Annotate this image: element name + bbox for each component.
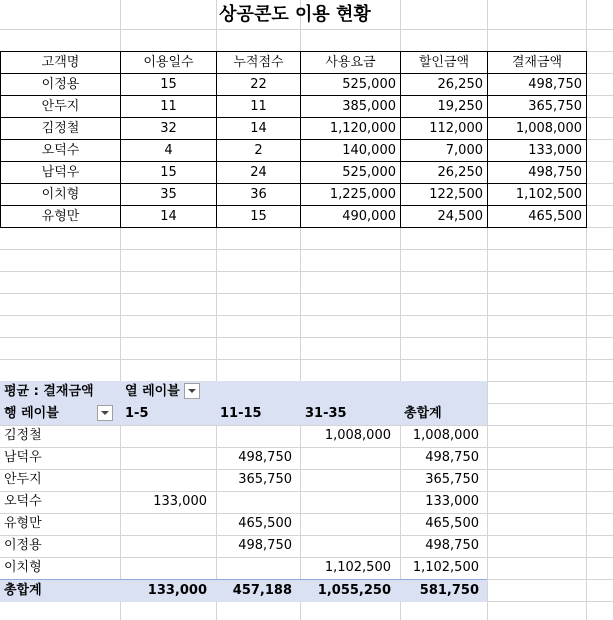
- table-cell[interactable]: 15: [217, 206, 301, 228]
- table-cell[interactable]: 32: [121, 118, 217, 140]
- table-row: [1, 140, 587, 162]
- customer-name-cell[interactable]: 유형만: [1, 206, 121, 228]
- pivot-total-cell[interactable]: 1,055,250: [317, 583, 391, 598]
- table-cell[interactable]: 122,500: [401, 184, 488, 206]
- pivot-cell[interactable]: [300, 447, 391, 469]
- table-row: [1, 162, 587, 184]
- pivot-row-name[interactable]: 이정용: [4, 538, 42, 553]
- table-cell[interactable]: 15: [121, 162, 217, 184]
- pivot-col-label[interactable]: [125, 381, 200, 403]
- table-cell[interactable]: 14: [217, 118, 301, 140]
- pivot-cell[interactable]: 1,008,000: [412, 428, 479, 443]
- pivot-cell[interactable]: [216, 425, 292, 447]
- gridline: [0, 249, 613, 250]
- pivot-cell[interactable]: 498,750: [425, 538, 479, 553]
- pivot-cell[interactable]: [300, 535, 391, 557]
- table-cell[interactable]: 26,250: [401, 74, 488, 96]
- pivot-cell[interactable]: [121, 535, 207, 557]
- customer-name-cell[interactable]: 이치형: [1, 184, 121, 206]
- pivot-cell[interactable]: 133,000: [153, 494, 207, 509]
- pivot-row-name[interactable]: 안두지: [4, 472, 42, 487]
- pivot-row-name[interactable]: 오덕수: [4, 494, 42, 509]
- pivot-cell[interactable]: [216, 491, 292, 513]
- filter-dropdown-icon[interactable]: [184, 383, 200, 399]
- pivot-col-header[interactable]: 1-5: [125, 406, 149, 421]
- table-cell[interactable]: 140,000: [301, 140, 401, 162]
- pivot-total-label[interactable]: 총합계: [4, 583, 42, 598]
- header-cell[interactable]: 사용요금: [301, 52, 401, 74]
- table-cell[interactable]: 490,000: [301, 206, 401, 228]
- table-cell[interactable]: 498,750: [488, 162, 587, 184]
- pivot-cell[interactable]: [216, 557, 292, 579]
- table-cell[interactable]: 11: [217, 96, 301, 118]
- pivot-cell[interactable]: 133,000: [425, 494, 479, 509]
- table-cell[interactable]: 4: [121, 140, 217, 162]
- pivot-cell[interactable]: 498,750: [238, 538, 292, 553]
- table-cell[interactable]: 1,120,000: [301, 118, 401, 140]
- gridline: [0, 29, 613, 30]
- header-cell[interactable]: 누적점수: [217, 52, 301, 74]
- table-cell[interactable]: 385,000: [301, 96, 401, 118]
- pivot-cell[interactable]: [121, 425, 207, 447]
- data-table: [0, 51, 587, 228]
- table-cell[interactable]: 525,000: [301, 74, 401, 96]
- pivot-row: [0, 557, 487, 579]
- pivot-total-cell[interactable]: 133,000: [147, 583, 207, 598]
- pivot-row: [0, 447, 487, 469]
- header-cell[interactable]: 할인금액: [401, 52, 488, 74]
- table-cell[interactable]: 26,250: [401, 162, 488, 184]
- pivot-cell[interactable]: 1,008,000: [324, 428, 391, 443]
- pivot-row-name[interactable]: 유형만: [4, 516, 42, 531]
- pivot-table[interactable]: [0, 381, 487, 602]
- table-cell[interactable]: 2: [217, 140, 301, 162]
- table-cell[interactable]: 36: [217, 184, 301, 206]
- table-cell[interactable]: 112,000: [401, 118, 488, 140]
- pivot-cell[interactable]: [121, 447, 207, 469]
- table-cell[interactable]: 24: [217, 162, 301, 184]
- table-cell[interactable]: 22: [217, 74, 301, 96]
- gridline: [0, 359, 613, 360]
- pivot-row: [0, 513, 487, 535]
- table-header-row: [1, 52, 587, 74]
- table-cell[interactable]: 498,750: [488, 74, 587, 96]
- pivot-row: [0, 535, 487, 557]
- pivot-row: [0, 425, 487, 447]
- pivot-cell[interactable]: [300, 469, 391, 491]
- pivot-cell[interactable]: 365,750: [238, 472, 292, 487]
- table-row: [1, 184, 587, 206]
- sheet-title[interactable]: 상공콘도 이용 현황: [219, 4, 371, 25]
- pivot-cell[interactable]: [121, 469, 207, 491]
- table-row: [1, 96, 587, 118]
- gridline: [0, 293, 613, 294]
- pivot-cell[interactable]: 365,750: [425, 472, 479, 487]
- table-cell[interactable]: 15: [121, 74, 217, 96]
- table-cell[interactable]: 14: [121, 206, 217, 228]
- pivot-row-name[interactable]: 이치형: [4, 560, 42, 575]
- table-cell[interactable]: 7,000: [401, 140, 488, 162]
- pivot-header-row: [0, 403, 487, 425]
- pivot-row: [0, 491, 487, 513]
- pivot-col-label-text: 열 레이블: [125, 384, 180, 399]
- pivot-cell[interactable]: 498,750: [238, 450, 292, 465]
- table-cell[interactable]: 19,250: [401, 96, 488, 118]
- customer-name-cell[interactable]: 김정철: [1, 118, 121, 140]
- pivot-cell[interactable]: 1,102,500: [412, 560, 479, 575]
- table-cell[interactable]: 24,500: [401, 206, 488, 228]
- pivot-cell[interactable]: [300, 491, 391, 513]
- gridline: [0, 337, 613, 338]
- table-cell[interactable]: 1,008,000: [488, 118, 587, 140]
- pivot-cell[interactable]: 1,102,500: [324, 560, 391, 575]
- gridline: [0, 271, 613, 272]
- table-row: [1, 206, 587, 228]
- table-cell[interactable]: 365,750: [488, 96, 587, 118]
- pivot-row-name[interactable]: 남덕우: [4, 450, 42, 465]
- pivot-col-header[interactable]: 11-15: [220, 406, 262, 421]
- table-cell[interactable]: 133,000: [488, 140, 587, 162]
- customer-name-cell[interactable]: 안두지: [1, 96, 121, 118]
- filter-dropdown-icon[interactable]: [97, 405, 113, 421]
- pivot-cell[interactable]: [121, 557, 207, 579]
- customer-name-cell[interactable]: 남덕우: [1, 162, 121, 184]
- pivot-cell[interactable]: [121, 513, 207, 535]
- pivot-row-label-text: 행 레이블: [4, 406, 59, 421]
- customer-name-cell[interactable]: 이정용: [1, 74, 121, 96]
- pivot-cell[interactable]: [300, 513, 391, 535]
- pivot-col-header[interactable]: 총합계: [404, 406, 442, 421]
- header-cell[interactable]: 결재금액: [488, 52, 587, 74]
- pivot-row: [0, 469, 487, 491]
- pivot-total-cell[interactable]: 457,188: [232, 583, 292, 598]
- pivot-total-cell[interactable]: 581,750: [419, 583, 479, 598]
- pivot-total-row: [0, 579, 487, 602]
- table-cell[interactable]: 465,500: [488, 206, 587, 228]
- table-cell[interactable]: 1,225,000: [301, 184, 401, 206]
- header-cell[interactable]: 이용일수: [121, 52, 217, 74]
- pivot-col-header[interactable]: 31-35: [305, 406, 347, 421]
- table-row: [1, 74, 587, 96]
- pivot-row-label[interactable]: [4, 403, 113, 425]
- pivot-row-name[interactable]: 김정철: [4, 428, 42, 443]
- customer-name-cell[interactable]: 오덕수: [1, 140, 121, 162]
- pivot-value-label[interactable]: 평균 : 결재금액: [4, 384, 94, 399]
- pivot-cell[interactable]: 465,500: [238, 516, 292, 531]
- table-cell[interactable]: 11: [121, 96, 217, 118]
- gridline: [0, 315, 613, 316]
- pivot-cell[interactable]: 465,500: [425, 516, 479, 531]
- pivot-cell[interactable]: 498,750: [425, 450, 479, 465]
- pivot-filter-row: [0, 381, 487, 403]
- table-cell[interactable]: 525,000: [301, 162, 401, 184]
- table-cell[interactable]: 1,102,500: [488, 184, 587, 206]
- table-cell[interactable]: 35: [121, 184, 217, 206]
- table-row: [1, 118, 587, 140]
- header-cell[interactable]: 고객명: [1, 52, 121, 74]
